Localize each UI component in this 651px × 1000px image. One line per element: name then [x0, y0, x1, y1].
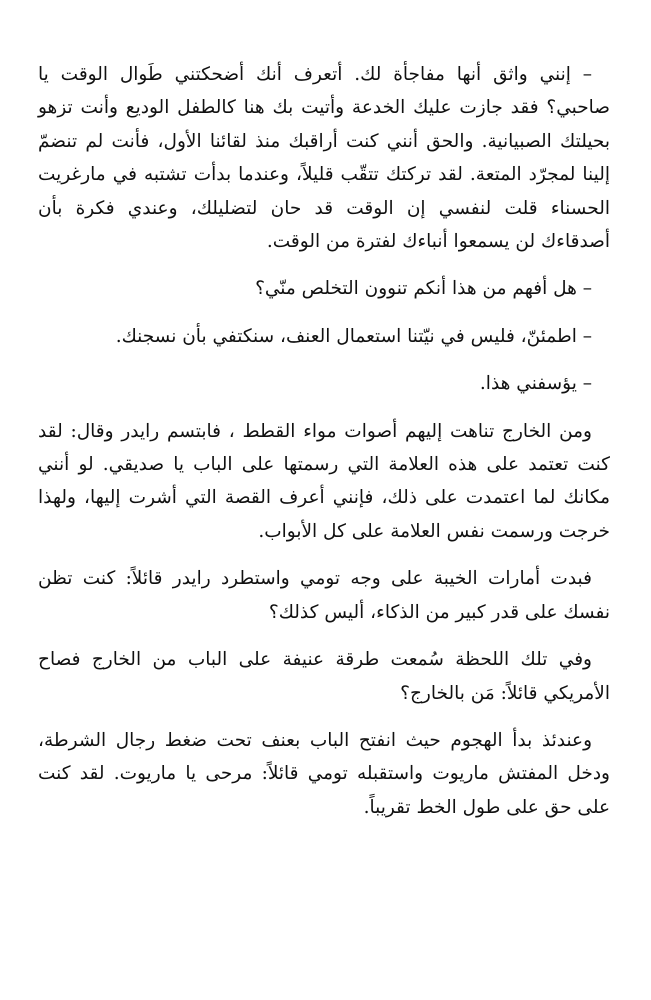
paragraph-1: – إنني واثق أنها مفاجأة لك. أتعرف أنك أضحكتني طَوال الوقت يا صاحبي؟ فقد جازت عليك الخدعة وأتيت بك هنا كالطفل الوديع وأنت تزهو بحيلتك الصبيانية. والحق أنني كنت أراقبك منذ لقائنا الأول، فأنت لم تنضمّ إلينا لمجرّد المتعة. لقد تركتك تتقّب قليلاً، وعندما بدأت تشتبه في مارغريت الحسناء قلت لنفسي إن الوقت قد حان لتضليلك، وعندي فكرة بأن أصدقاءك لن يسمعوا أنباءك لفترة من الوقت. [38, 64, 610, 253]
paragraph-3: – اطمئنّ، فليس في نيّتنا استعمال العنف، سنكتفي بأن نسجنك. [115, 325, 592, 347]
book-page [38, 58, 610, 838]
paragraph-8: وعندئذ بدأ الهجوم حيث انفتح الباب بعنف تحت ضغط رجال الشرطة، ودخل المفتش ماريوت واستقبله تومي قائلاً: مرحى يا ماريوت. لقد كنت على حق على طول الخط تقريباً. [38, 729, 610, 818]
paragraph-5: ومن الخارج تناهت إليهم أصوات مواء القطط ، فابتسم رايدر وقال: لقد كنت تعتمد على هذه العلامة التي رسمتها على الباب يا صديقي. لو أنني مكانك لما اعتمدت على ذلك، فإنني أعرف القصة التي أشرت إليها، ولهذا خرجت ورسمت نفس العلامة على كل الأبواب. [38, 420, 610, 542]
paragraph-6: فبدت أمارات الخيبة على وجه تومي واستطرد رايدر قائلاً: كنت تظن نفسك على قدر كبير من الذكاء، أليس كذلك؟ [38, 568, 610, 623]
paragraph-7: وفي تلك اللحظة سُمعت طرقة عنيفة على الباب من الخارج فصاح الأمريكي قائلاً: مَن بالخارج؟ [38, 649, 610, 704]
paragraph-2: – هل أفهم من هذا أنكم تنوون التخلص منّي؟ [255, 278, 592, 300]
paragraph-4: – يؤسفني هذا. [479, 373, 592, 395]
